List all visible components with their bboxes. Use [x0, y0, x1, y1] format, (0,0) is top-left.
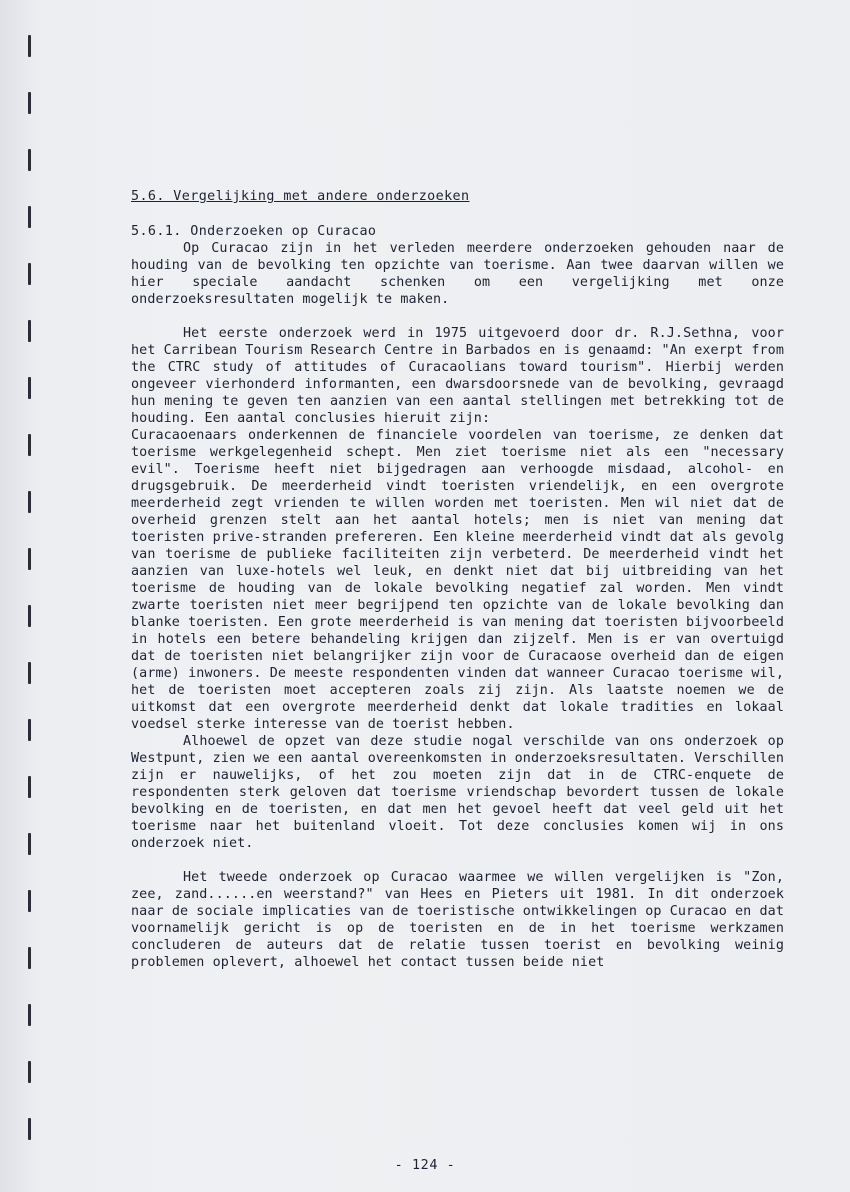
- section-title: 5.6. Vergelijking met andere onderzoeken: [131, 189, 470, 204]
- binding-hole: [28, 1061, 31, 1083]
- binding-hole: [28, 1118, 31, 1140]
- binding-hole: [28, 605, 31, 627]
- binding-hole: [28, 833, 31, 855]
- binding-hole: [28, 1004, 31, 1026]
- binding-hole: [28, 719, 31, 741]
- document-body: [131, 188, 784, 971]
- paragraph: Het eerste onderzoek werd in 1975 uitgevoerd door dr. R.J.Sethna, voor het Carribean Tourism Research Centre in Barbados en is genaamd: "An exerpt from the CTRC study of attitudes of Curacaolians toward tourism". Hierbij werden ongeveer vierhonderd informanten, een dwarsdoorsnede van de bevolking, gevraagd hun mening te geven ten aanzien van een aantal stellingen met betrekking tot de houding. Een aantal conclusies hieruit zijn:: [131, 326, 784, 426]
- paragraph: Op Curacao zijn in het verleden meerdere onderzoeken gehouden naar de houding van de bevolking ten opzichte van toerisme. Aan twee daarvan willen we hier speciale aandacht schenken om een vergelijking met onze onderzoeksresultaten mogelijk te maken.: [131, 241, 784, 307]
- binding-hole: [28, 377, 31, 399]
- subsection-title: 5.6.1. Onderzoeken op Curacao: [131, 224, 377, 239]
- binding-hole: [28, 35, 31, 57]
- binding-hole: [28, 320, 31, 342]
- paragraph: Alhoewel de opzet van deze studie nogal verschilde van ons onderzoek op Westpunt, zien we een aantal overeenkomsten in onderzoeksresultaten. Verschillen zijn er nauwelijks, of het zou moeten zijn dat in de CTRC-enquete de respondenten sterk geloven dat toerisme vriendschap bevordert tussen de lokale bevolking en de toeristen, en dat men het gevoel heeft dat veel geld uit het toerisme naar het buitenland vloeit. Tot deze conclusies komen wij in ons onderzoek niet.: [131, 734, 784, 851]
- paragraph: Het tweede onderzoek op Curacao waarmee we willen vergelijken is "Zon, zee, zand......en weerstand?" van Hees en Pieters uit 1981. In dit onderzoek naar de sociale implicaties van de toeristische ontwikkelingen op Curacao en dat voornamelijk gericht is op de toeristen en de in het toerisme werkzamen concluderen de auteurs dat de relatie tussen toerist en bevolking weinig problemen oplevert, alhoewel het contact tussen beide niet: [131, 870, 784, 970]
- paragraph: Curacaoenaars onderkennen de financiele voordelen van toerisme, ze denken dat toerisme werkgelegenheid schept. Men ziet toerisme niet als een "necessary evil". Toerisme heeft niet bijgedragen aan verhoogde misdaad, alcohol- en drugsgebruik. De meerderheid vindt toeristen vriendelijk, en een overgrote meerderheid zegt vrienden te willen worden met toeristen. Men wil niet dat de overheid grenzen stelt aan het aantal hotels; men is niet van mening dat toeristen prive-stranden prefereren. Een kleine meerderheid vindt dat als gevolg van toerisme de publieke faciliteiten zijn verbeterd. De meerderheid vindt het aanzien van luxe-hotels wel leuk, en denkt niet dat bij uitbreiding van het toerisme de houding van de lokale bevolking negatief zal worden. Men vindt zwarte toeristen niet meer begrijpend ten opzichte van de lokale bevolking dan blanke toeristen. Een grote meerderheid is van mening dat toeristen bijvoorbeeld in hotels een betere behandeling krijgen dan zijzelf. Men is er van overtuigd dat de toeristen niet belangrijker zijn voor de Curacaose overheid dan de eigen (arme) inwoners. De meeste respondenten vinden dat wanneer Curacao toerisme wil, het de toeristen moet accepteren zoals zij zijn. Als laatste noemen we de uitkomst dat een overgrote meerderheid denkt dat lokale tradities en lokaal voedsel sterke interesse van de toerist hebben.: [131, 428, 784, 732]
- binding-hole: [28, 92, 31, 114]
- binding-hole: [28, 263, 31, 285]
- binding-hole: [28, 149, 31, 171]
- binding-hole: [28, 776, 31, 798]
- page-number: - 124 -: [394, 1158, 456, 1173]
- binding-hole: [28, 947, 31, 969]
- binding-hole: [28, 206, 31, 228]
- binding-holes: [18, 30, 42, 1170]
- binding-hole: [28, 434, 31, 456]
- binding-hole: [28, 662, 31, 684]
- binding-hole: [28, 890, 31, 912]
- binding-hole: [28, 491, 31, 513]
- binding-hole: [28, 548, 31, 570]
